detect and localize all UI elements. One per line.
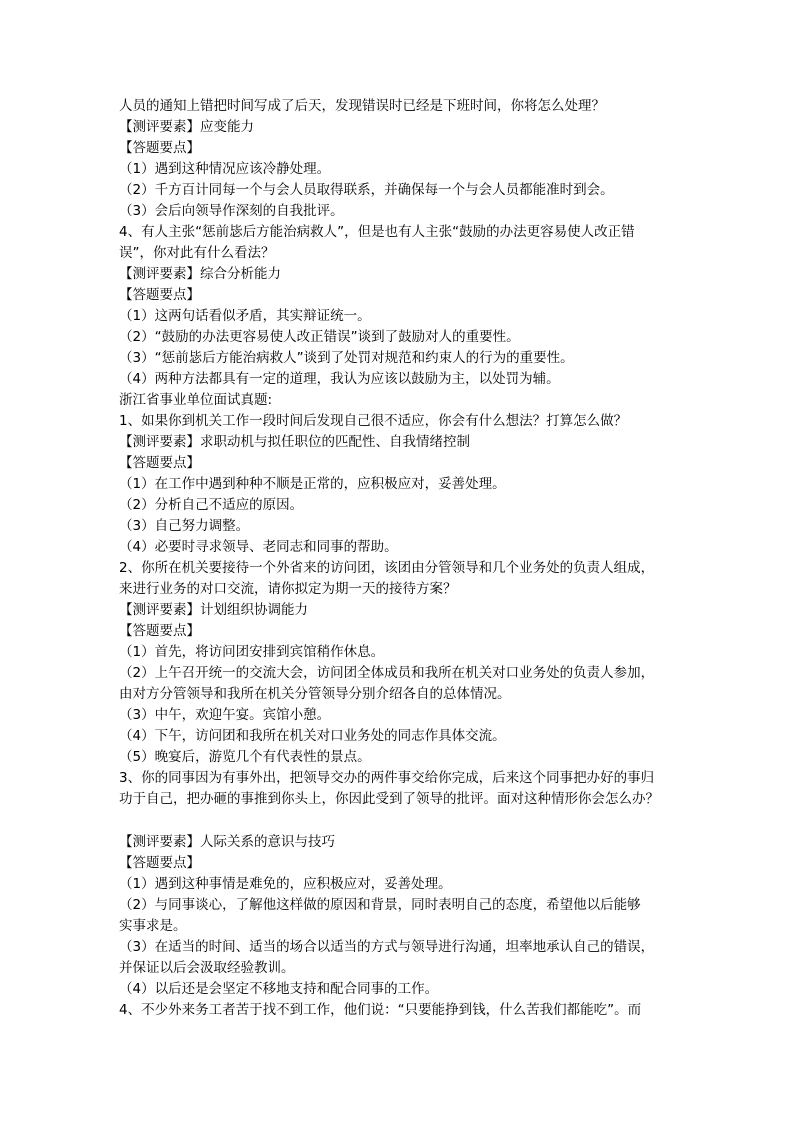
evaluation-factor: 【测评要素】求职动机与拟任职位的匹配性、自我情绪控制: [119, 434, 470, 450]
answer-points-heading: 【答题要点】: [119, 287, 200, 303]
evaluation-factor: 【测评要素】计划组织协调能力: [119, 602, 308, 618]
answer-point: （2）上午召开统一的交流大会，访问团全体成员和我所在机关对口业务处的负责人参加，: [119, 665, 655, 681]
answer-point: （1）这两句话看似矛盾，其实辩证统一。: [119, 308, 371, 324]
answer-point: （3）中午，欢迎午宴。宾馆小憩。: [119, 707, 331, 723]
answer-point: 由对方分管领导和我所在机关分管领导分别介绍各自的总体情况。: [119, 686, 511, 702]
answer-point: （4）以后还是会坚定不移地支持和配合同事的工作。: [119, 981, 439, 997]
answer-points-heading: 【答题要点】: [119, 455, 200, 471]
answer-point: （1）遇到这种事情是难免的，应积极应对，妥善处理。: [119, 876, 452, 892]
answer-point: （3）“惩前毖后方能治病救人”谈到了处罚对规范和约束人的行为的重要性。: [119, 350, 574, 366]
answer-point: （3）会后向领导作深刻的自我批评。: [119, 203, 344, 219]
answer-point: （3）在适当的时间、适当的场合以适当的方式与领导进行沟通，坦率地承认自己的错误，: [119, 939, 655, 955]
question-1-text: 1、如果你到机关工作一段时间后发现自己很不适应，你会有什么想法？打算怎么做？: [119, 413, 628, 429]
question-3-text: 3、你的同事因为有事外出，把领导交办的两件事交给你完成，后来这个同事把办好的事归: [119, 770, 655, 786]
question-3-text: 功于自己，把办砸的事推到你头上，你因此受到了领导的批评。面对这种情形你会怎么办？: [119, 791, 659, 807]
answer-point: （2）千方百计同每一个与会人员取得联系，并确保每一个与会人员都能准时到会。: [119, 182, 614, 198]
answer-point: （3）自己努力调整。: [119, 518, 250, 534]
question-2-text: 2、你所在机关要接待一个外省来的访问团，该团由分管领导和几个业务处的负责人组成，: [119, 560, 655, 576]
question-4-text: 4、有人主张“惩前毖后方能治病救人”，但是也有人主张“鼓励的办法更容易使人改正错: [119, 224, 635, 240]
section-heading: 浙江省事业单位面试真题:: [119, 392, 273, 408]
answer-point: （4）必要时寻求领导、老同志和同事的帮助。: [119, 539, 398, 555]
document-body: [119, 96, 679, 1021]
answer-point: （4）下午，访问团和我所在机关对口业务处的同志作具体交流。: [119, 728, 506, 744]
answer-point: （5）晚宴后，游览几个有代表性的景点。: [119, 749, 371, 765]
answer-point: （1）在工作中遇到种种不顺是正常的，应积极应对，妥善处理。: [119, 476, 506, 492]
question-4-text: 误”，你对此有什么看法？: [119, 245, 275, 261]
question-3-continuation: 人员的通知上错把时间写成了后天，发现错误时已经是下班时间，你将怎么处理？: [119, 98, 605, 114]
question-4-text: 4、不少外来务工者苦于找不到工作，他们说：“只要能挣到钱，什么苦我们都能吃”。而: [119, 1002, 642, 1018]
answer-point: （4）两种方法都具有一定的道理，我认为应该以鼓励为主，以处罚为辅。: [119, 371, 560, 387]
answer-points-heading: 【答题要点】: [119, 855, 200, 871]
answer-point: 并保证以后会汲取经验教训。: [119, 960, 295, 976]
evaluation-factor: 【测评要素】综合分析能力: [119, 266, 281, 282]
answer-points-heading: 【答题要点】: [119, 623, 200, 639]
evaluation-factor: 【测评要素】应变能力: [119, 119, 254, 135]
answer-point: 实事求是。: [119, 918, 187, 934]
blank-line: [119, 810, 679, 832]
answer-point: （1）遇到这种情况应该冷静处理。: [119, 161, 331, 177]
answer-point: （2）与同事谈心，了解他这样做的原因和背景，同时表明自己的态度，希望他以后能够: [119, 897, 641, 913]
evaluation-factor: 【测评要素】人际关系的意识与技巧: [119, 834, 335, 850]
answer-point: （2）“鼓励的办法更容易使人改正错误”谈到了鼓励对人的重要性。: [119, 329, 520, 345]
answer-point: （2）分析自己不适应的原因。: [119, 497, 304, 513]
answer-point: （1）首先，将访问团安排到宾馆稍作休息。: [119, 644, 385, 660]
question-2-text: 来进行业务的对口交流，请你拟定为期一天的接待方案？: [119, 581, 457, 597]
answer-points-heading: 【答题要点】: [119, 140, 200, 156]
